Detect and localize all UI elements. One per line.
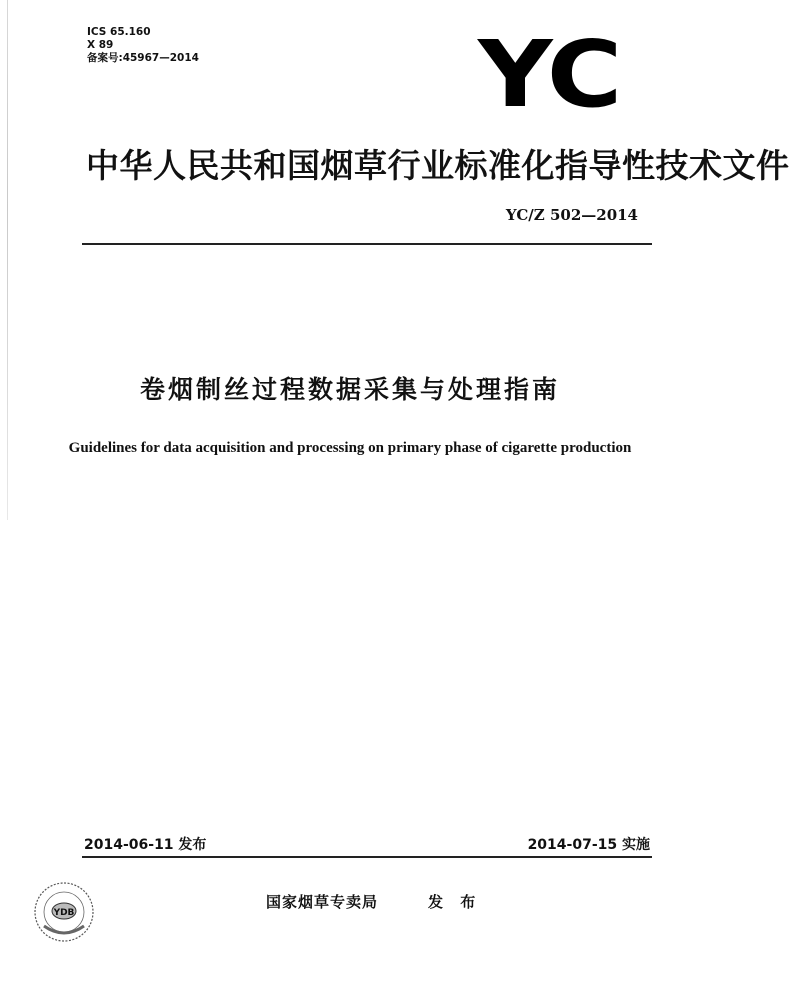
implementation-date: 2014-07-15 实施 (527, 837, 650, 853)
filing-number: 备案号:45967—2014 (87, 52, 199, 64)
yc-logo: YC (478, 21, 621, 128)
issue-date: 2014-06-11 发布 (84, 837, 207, 853)
document-title-zh: 卷烟制丝过程数据采集与处理指南 (139, 375, 560, 404)
document-title-en: Guidelines for data acquisition and processing on primary phase of cigarette production (68, 440, 632, 456)
circular-stamp-icon (32, 880, 96, 944)
bottom-rule (82, 856, 652, 858)
issuing-body-title: 中华人民共和国烟草行业标准化指导性技术文件 (86, 146, 790, 185)
top-rule (82, 243, 652, 245)
classification-block (87, 26, 199, 65)
publish-label: 发 布 (428, 893, 482, 911)
standard-code: YC/Z 502—2014 (505, 206, 638, 224)
publisher-name: 国家烟草专卖局 (266, 893, 379, 911)
class-code: X 89 (87, 39, 114, 51)
ics-code: ICS 65.160 (87, 26, 151, 38)
stamp-center-text: YDB (53, 908, 75, 918)
